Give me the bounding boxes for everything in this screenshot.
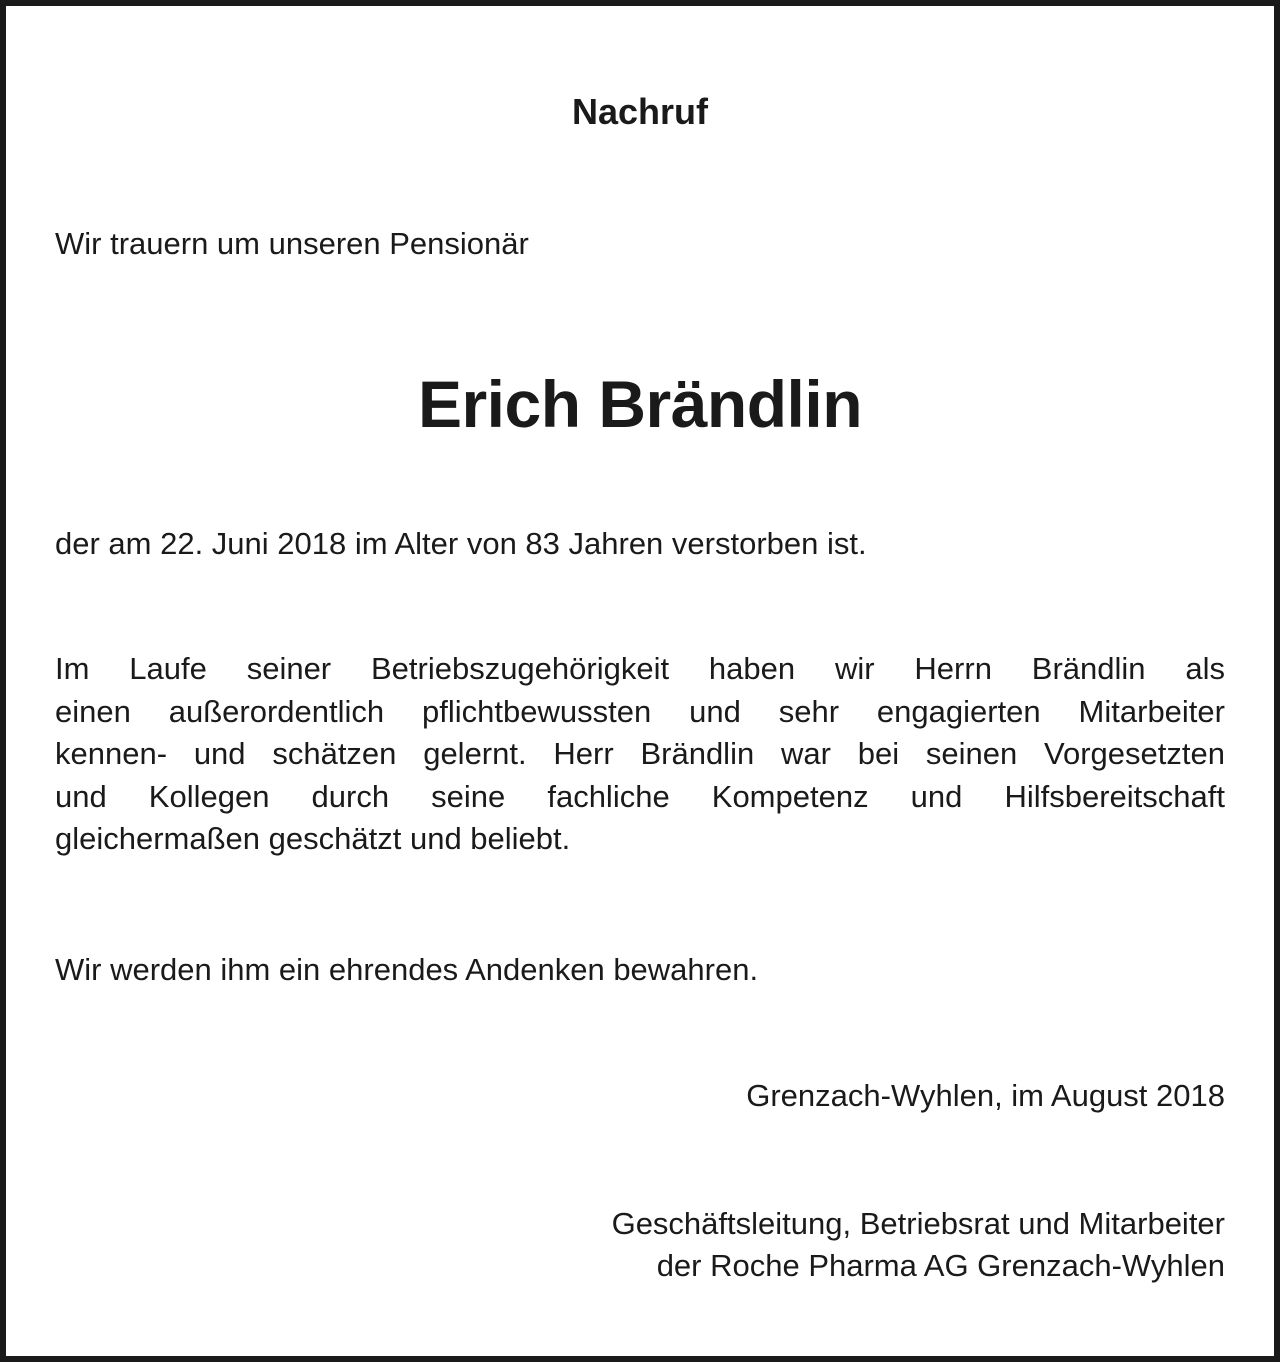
- tribute-line: einen außerordentlich pflichtbewussten und sehr engagierten Mitarbeiter: [55, 693, 1225, 729]
- tribute-line: Im Laufe seiner Betriebszugehörigkeit haben wir Herrn Brändlin als: [55, 651, 1225, 686]
- tribute-line: gleichermaßen geschätzt und beliebt.: [55, 821, 571, 856]
- intro-text: Wir trauern um unseren Pensionär: [55, 226, 529, 261]
- tribute-line: und Kollegen durch seine fachliche Kompetenz und Hilfsbereitschaft: [55, 778, 1225, 814]
- signature-line: der Roche Pharma AG Grenzach-Wyhlen: [656, 1248, 1225, 1283]
- place-date: Grenzach-Wyhlen, im August 2018: [746, 1078, 1225, 1113]
- notice-title: Nachruf: [571, 91, 709, 132]
- deceased-name: Erich Brändlin: [417, 367, 863, 441]
- tribute-line: kennen- und schätzen gelernt. Herr Brändlin war bei seinen Vorgesetzten: [55, 736, 1225, 771]
- signature-line: Geschäftsleitung, Betriebsrat und Mitarbeiter: [611, 1206, 1225, 1241]
- closing-text: Wir werden ihm ein ehrendes Andenken bewahren.: [55, 952, 759, 987]
- tribute-paragraph: [55, 648, 1225, 861]
- death-date-text: der am 22. Juni 2018 im Alter von 83 Jahren verstorben ist.: [55, 526, 867, 561]
